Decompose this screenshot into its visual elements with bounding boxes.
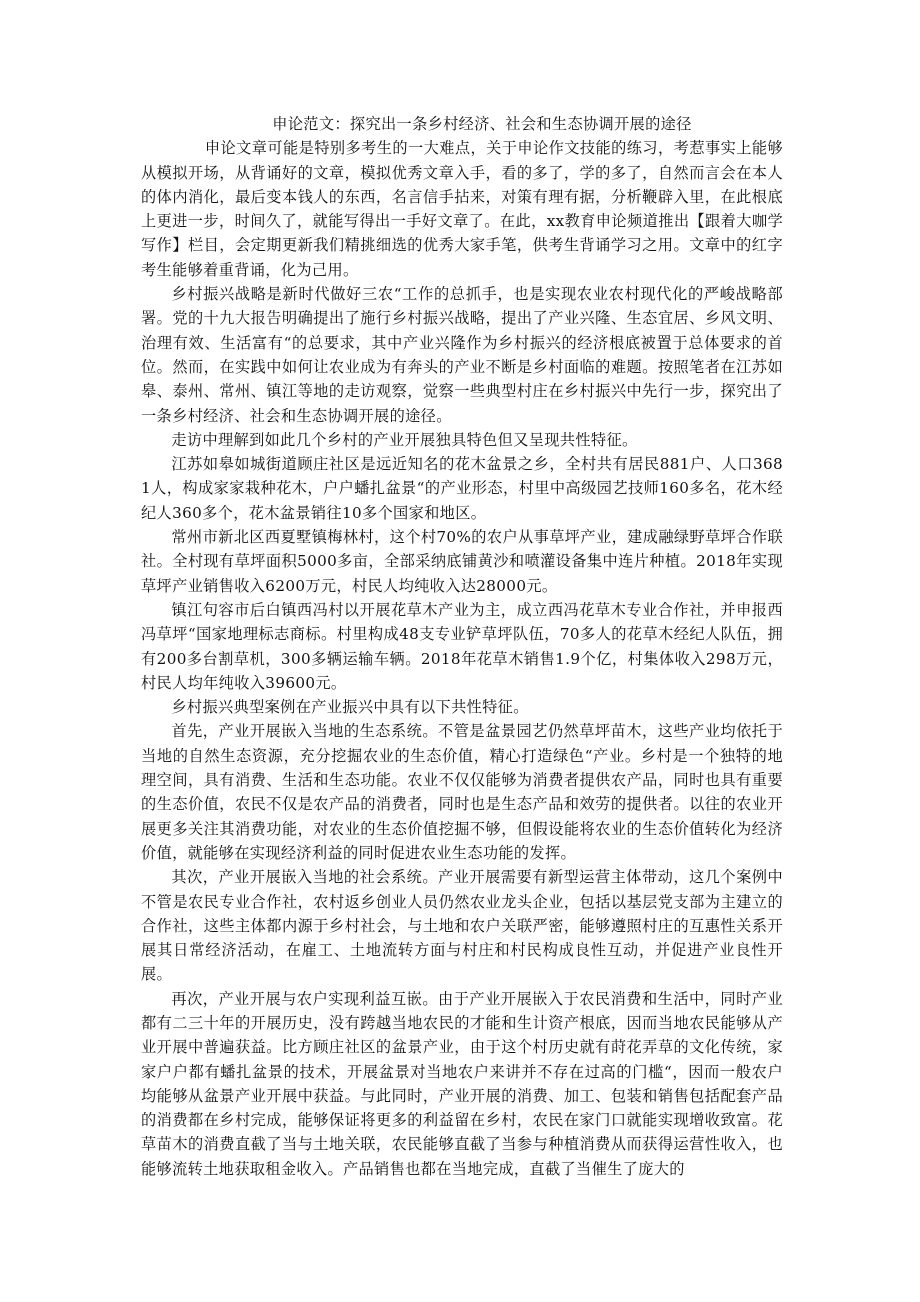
document-title: 申论范文：探究出一条乡村经济、社会和生态协调开展的途径 (272, 115, 692, 133)
paragraph-strategy: 乡村振兴战略是新时代做好三农“工作的总抓手，也是实现农业农村现代化的严峻战略部署。党的十九大报告明确提出了施行乡村振兴战略，提出了产业兴隆、生态宜居、乡风文明、治理有效、生活富有“的总要求，其中产业兴隆作为乡村振兴的经济根底被置于总体要求的首位。然而，在实践中如何让农业成为有奔头的产业不断是乡村面临的难题。按照笔者在江苏如皋、泰州、常州、镇江等地的走访观察，觉察一些典型村庄在乡村振兴中先行一步，探究出了一条乡村经济、社会和生态协调开展的途径。 (141, 285, 783, 425)
paragraph-third: 再次，产业开展与农户实现利益互嵌。由于产业开展嵌入于农民消费和生活中，同时产业都有二三十年的开展历史，没有跨越当地农民的才能和生计资产根底，因而当地农民能够从产业开展中普遍获益。比方顾庄社区的盆景产业，由于这个村历史就有莳花弄草的文化传统，家家户户都有蟠扎盆景的技术，开展盆景对当地农户来讲并不存在过高的门槛“，因而一般农户均能够从盆景产业开展中获益。与此同时，产业开展的消费、加工、包装和销售包括配套产品的消费都在乡村完成，能够保证将更多的利益留在乡村，农民在家门口就能实现增收致富。花草苗木的消费直截了当与土地关联，农民能够直截了当参与种植消费从而获得运营性收入，也能够流转土地获取租金收入。产品销售也都在当地完成，直截了当催生了庞大的 (141, 989, 783, 1178)
paragraph-first: 首先，产业开展嵌入当地的生态系统。不管是盆景园艺仍然草坪苗木，这些产业均依托于当地的自然生态资源，充分挖掘农业的生态价值，精心打造绿色“产业。乡村是一个独特的地理空间，具有消费、生活和生态功能。农业不仅仅能够为消费者提供农产品，同时也具有重要的生态价值，农民不仅是农产品的消费者，同时也是生态产品和效劳的提供者。以往的农业开展更多关注其消费功能，对农业的生态价值挖掘不够，但假设能将农业的生态价值转化为经济价值，就能够在实现经济利益的同时促进农业生态功能的发挥。 (141, 722, 783, 862)
paragraph-visit: 走访中理解到如此几个乡村的产业开展独具特色但又呈现共性特征。 (171, 430, 638, 449)
paragraph-xifeng: 镇江句容市后白镇西冯村以开展花草木产业为主，成立西冯花草木专业合作社，并申报西冯草坪“国家地理标志商标。村里构成48支专业铲草坪队伍，70多人的花草木经纪人队伍，拥有200多台割草机，300多辆运输车辆。2018年花草木销售1.9个亿，村集体收入298万元，村民人均年纯收入39600元。 (141, 600, 783, 692)
paragraph-common-features: 乡村振兴典型案例在产业振兴中具有以下共性特征。 (171, 698, 529, 717)
document-body (141, 112, 783, 1181)
paragraph-meilin: 常州市新北区西夏墅镇梅林村，这个村70%的农户从事草坪产业，建成融绿野草坪合作联社。全村现有草坪面积5000多亩，全部采纳底铺黄沙和喷灌设备集中连片种植。2018年实现草坪产业销售收入6200万元，村民人均纯收入达28000元。 (141, 528, 783, 595)
paragraph-guzhuang: 江苏如皋如城街道顾庄社区是远近知名的花木盆景之乡，全村共有居民881户、人口3681人，构成家家栽种花木，户户蟠扎盆景“的产业形态，村里中高级园艺技师160多名，花木经纪人360多个，花木盆景销往10多个国家和地区。 (141, 455, 783, 522)
paragraph-intro: 申论文章可能是特别多考生的一大难点，关于申论作文技能的练习，考惹事实上能够从模拟开场，从背诵好的文章，模拟优秀文章入手，看的多了，学的多了，自然而言会在本人的体内消化，最后变本钱人的东西，名言信手拈来，对策有理有据，分析鞭辟入里，在此根底上更进一步，时间久了，就能写得出一手好文章了。在此，xx教育申论频道推出【跟着大咖学写作】栏目，会定期更新我们精挑细选的优秀大家手笔，供考生背诵学习之用。文章中的红字考生能够着重背诵，化为己用。 (141, 139, 783, 279)
paragraph-second: 其次，产业开展嵌入当地的社会系统。产业开展需要有新型运营主体带动，这几个案例中不管是农民专业合作社，农村返乡创业人员仍然农业龙头企业，包括以基层党支部为主建立的合作社，这些主体都内源于乡村社会，与土地和农户关联严密，能够遵照村庄的互惠性关系开展其日常经济活动，在雇工、土地流转方面与村庄和村民构成良性互动，并促进产业良性开展。 (141, 868, 783, 984)
